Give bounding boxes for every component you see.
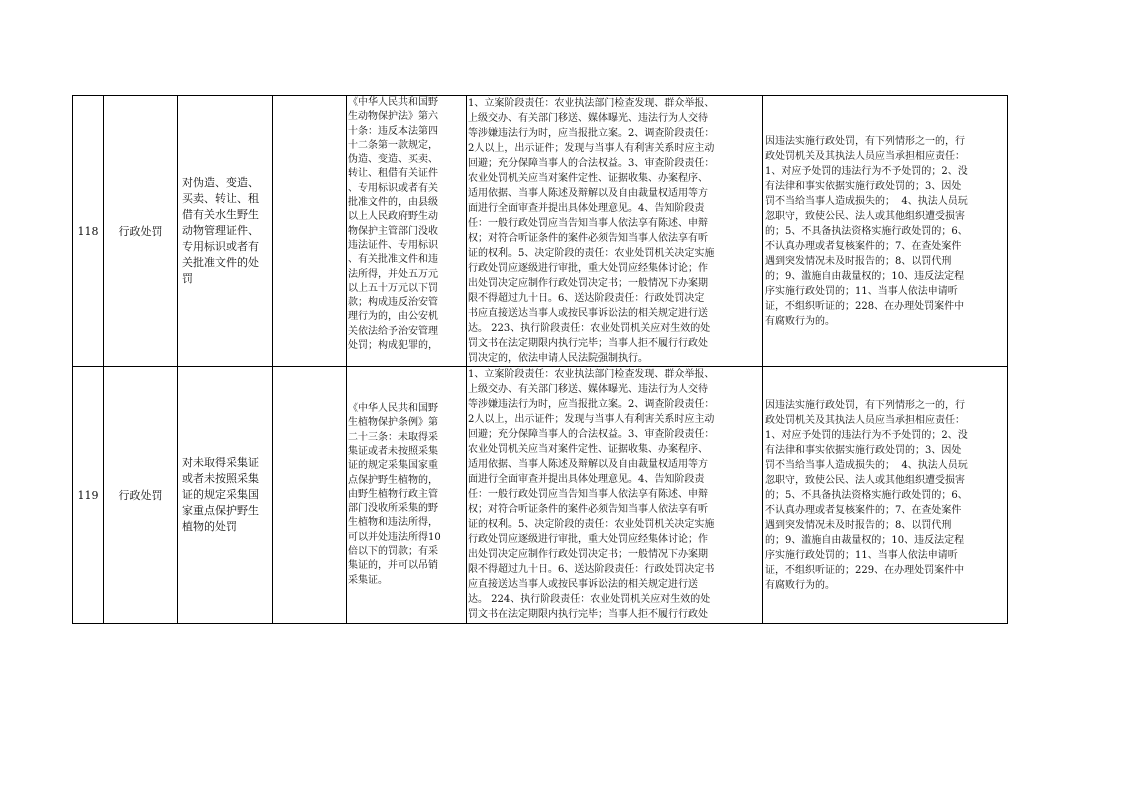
table-row [73,96,1008,367]
duty-cell [467,367,763,624]
duty-text: 1、立案阶段责任：农业执法部门检查发现、群众举报、 上级交办、有关部门移送、媒体曝光、违法行为人交待 等涉嫌违法行为时，应当报批立案。2、调查阶段责任： 2人以上，出示证件；发现与当事人有利害关系时应主动 回避；充分保障当事人的合法权益。3、审查阶段责任： 农业处罚机关应当对案件定性、证据收集、办案程序、 适用依据、当事人陈述及辩解以及自由裁量权适用等方 面进行全面审查并提出具体处理意见。4、告知阶段责 任：一般行政处罚应当告知当事人依法享有陈述、申辩 权；对符合听证条件的案件必须告知当事人依法享有听 证的权利。5、决定阶段的责任：农业处罚机关决定实施 行政处罚应逐级进行审批，重大处罚应经集体讨论；作 出处罚决定应制作行政处罚决定书；一般情况下办案期 限不得超过九十日。6、送达阶段责任：行政处罚决定书 应直接送达当事人或按民事诉讼法的相关规定进行送 达。 224、执行阶段责任：农业处罚机关应对生效的处 罚文书在法定期限内执行完毕；当事人拒不履行行政处 [468,369,715,620]
power-list-table [72,95,1008,624]
liability-cell [763,96,1008,367]
power-item-name: 对伪造、变造、买卖、转让、租借有关水生野生动物管理证件、专用标识或者有关批准文件的处罚 [178,96,273,367]
legal-basis-cell [347,367,467,624]
legal-basis-cell [347,96,467,367]
sub-item-cell [273,96,347,367]
duty-cell [467,96,763,367]
legal-basis-text: 《中华人民共和国野 生植物保护条例》第 二十三条：未取得采 集证或者未按照采集 证的规定采集国家重 点保护野生植物的， 由野生植物行政主管 部门没收所采集的野 生植物和违法所得， 可以并处违法所得10 倍以下的罚款；有采 集证的，并可以吊销 采集证。 [348,403,441,586]
power-type: 行政处罚 [104,96,178,367]
legal-basis-text: 《中华人民共和国野 生动物保护法》第六 十条：违反本法第四 十二条第一款规定， 伪造、变造、买卖、 转让、租借有关证件 、专用标识或者有关 批准文件的，由县级 以上人民政府野生动 物保护主管部门没收 违法证件、专用标识 、有关批准文件和违 法所得，并处五万元 以上五十万元以下罚 款；构成违反治安管 理行为的，由公安机 关依法给予治安管理 处罚；构成犯罪的， [348,97,438,352]
row-number: 118 [73,96,104,367]
liability-text: 因违法实施行政处罚，有下列情形之一的，行 政处罚机关及其执法人员应当承担相应责任： 1、对应予处罚的违法行为不予处罚的；2、没 有法律和事实依据实施行政处罚的；3、因处 罚不当给当事人造成损失的； 4、执法人员玩 忽职守，致使公民、法人或其他组织遭受损害 的；5、不具备执法资格实施行政处罚的；6、 不认真办理或者复核案件的；7、在查处案件 遇到突发情况未及时报告的；8、以罚代刑 的；9、滥施自由裁量权的；10、违反法定程 序实施行政处罚的；11、当事人依法申请听 证，不组织听证的；229、在办理处罚案件中 有腐败行为的。 [765,399,968,591]
liability-text: 因违法实施行政处罚，有下列情形之一的，行 政处罚机关及其执法人员应当承担相应责任： 1、对应予处罚的违法行为不予处罚的；2、没 有法律和事实依据实施行政处罚的；3、因处 罚不当给当事人造成损失的； 4、执法人员玩 忽职守，致使公民、法人或其他组织遭受损害 的；5、不具备执法资格实施行政处罚的；6、 不认真办理或者复核案件的；7、在查处案件 遇到突发情况未及时报告的；8、以罚代刑 的；9、滥施自由裁量权的；10、违反法定程 序实施行政处罚的；11、当事人依法申请听 证，不组织听证的；228、在办理处罚案件中 有腐败行为的。 [765,135,968,327]
power-item-name: 对未取得采集证或者未按照采集证的规定采集国家重点保护野生植物的处罚 [178,367,273,624]
sub-item-cell [273,367,347,624]
duty-text: 1、立案阶段责任：农业执法部门检查发现、群众举报、 上级交办、有关部门移送、媒体曝光、违法行为人交待 等涉嫌违法行为时，应当报批立案。2、调查阶段责任： 2人以上，出示证件；发现与当事人有利害关系时应主动 回避；充分保障当事人的合法权益。3、审查阶段责任： 农业处罚机关应当对案件定性、证据收集、办案程序、 适用依据、当事人陈述及辩解以及自由裁量权适用等方 面进行全面审查并提出具体处理意见。4、告知阶段责 任：一般行政处罚应当告知当事人依法享有陈述、申辩 权；对符合听证条件的案件必须告知当事人依法享有听 证的权利。5、决定阶段的责任：农业处罚机关决定实施 行政处罚应逐级进行审批，重大处罚应经集体讨论；作 出处罚决定应制作行政处罚决定书；一般情况下办案期 限不得超过九十日。6、送达阶段责任：行政处罚决定 书应直接送达当事人或按民事诉讼法的相关规定进行送 达。 223、执行阶段责任：农业处罚机关应对生效的处 罚文书在法定期限内执行完毕；当事人拒不履行行政处 罚决定的，依法申请人民法院强制执行。 [468,98,715,364]
row-number: 119 [73,367,104,624]
liability-cell [763,367,1008,624]
table-row [73,367,1008,624]
power-type: 行政处罚 [104,367,178,624]
